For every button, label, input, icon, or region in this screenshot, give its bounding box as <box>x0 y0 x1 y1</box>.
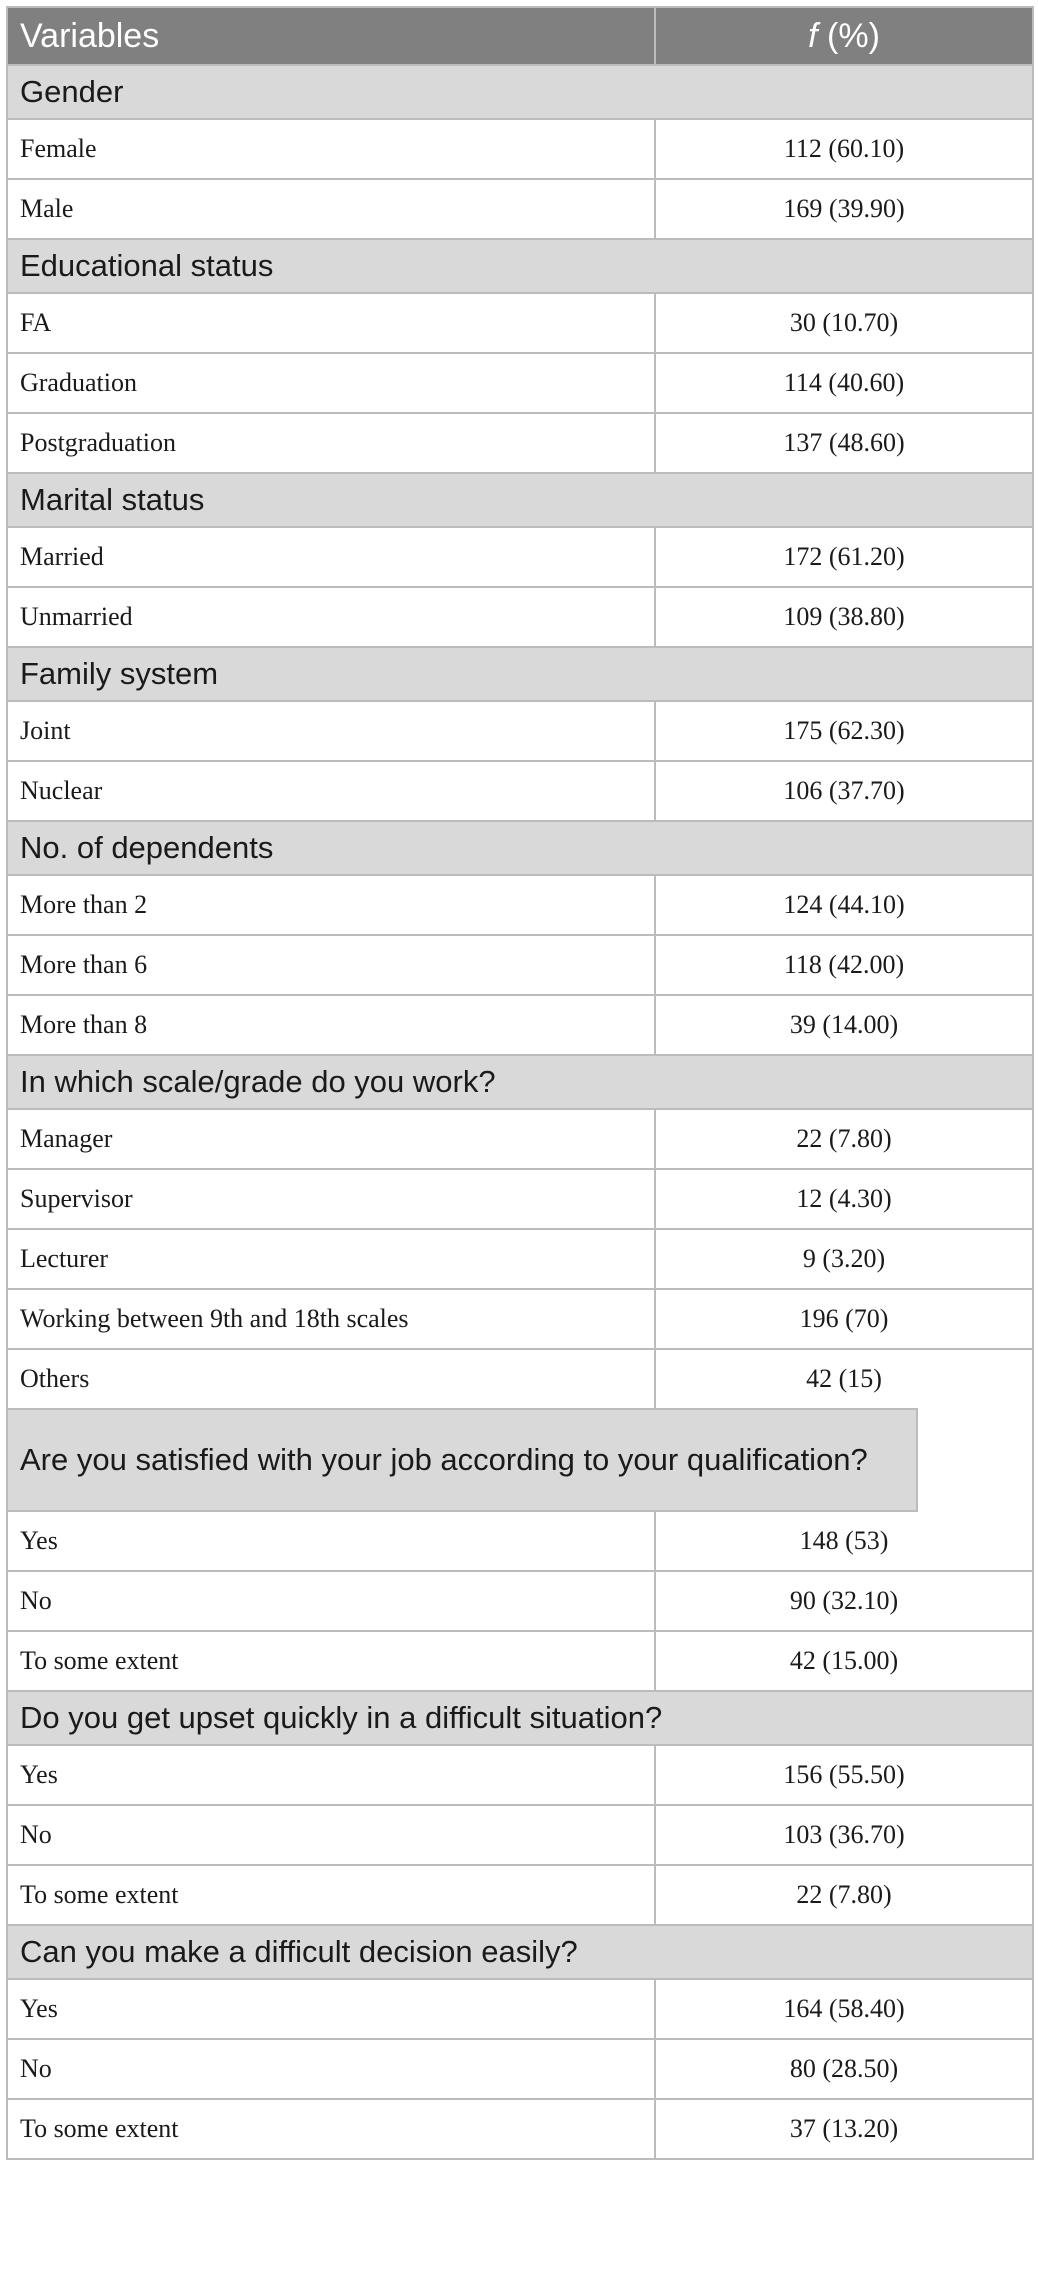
row-label: Married <box>7 527 655 587</box>
table-row <box>7 1979 1033 2039</box>
row-value: 137 (48.60) <box>655 413 1033 473</box>
section-row <box>7 1925 1033 1979</box>
section-title: In which scale/grade do you work? <box>7 1055 1033 1109</box>
row-label: Female <box>7 119 655 179</box>
table-row <box>7 1511 1033 1571</box>
table-row <box>7 1289 1033 1349</box>
row-label: Unmarried <box>7 587 655 647</box>
row-value: 22 (7.80) <box>655 1109 1033 1169</box>
row-label: Yes <box>7 1979 655 2039</box>
header-frequency <box>655 7 1033 65</box>
row-label: No <box>7 2039 655 2099</box>
row-value: 112 (60.10) <box>655 119 1033 179</box>
section-title: Family system <box>7 647 1033 701</box>
row-value: 109 (38.80) <box>655 587 1033 647</box>
table-row <box>7 2099 1033 2159</box>
section-title: No. of dependents <box>7 821 1033 875</box>
table-row <box>7 293 1033 353</box>
table-row <box>7 119 1033 179</box>
table-row <box>7 1109 1033 1169</box>
row-value: 22 (7.80) <box>655 1865 1033 1925</box>
row-label: Graduation <box>7 353 655 413</box>
row-value: 114 (40.60) <box>655 353 1033 413</box>
row-value: 118 (42.00) <box>655 935 1033 995</box>
header-row <box>7 7 1033 65</box>
section-row <box>7 239 1033 293</box>
table-row <box>7 179 1033 239</box>
row-label: Working between 9th and 18th scales <box>7 1289 655 1349</box>
row-value: 42 (15) <box>655 1349 1033 1409</box>
row-value: 156 (55.50) <box>655 1745 1033 1805</box>
row-value: 103 (36.70) <box>655 1805 1033 1865</box>
row-value: 12 (4.30) <box>655 1169 1033 1229</box>
table-row <box>7 1805 1033 1865</box>
header-f-unit: (%) <box>817 16 880 55</box>
row-label: To some extent <box>7 2099 655 2159</box>
row-value: 42 (15.00) <box>655 1631 1033 1691</box>
table-row <box>7 1169 1033 1229</box>
section-row <box>7 647 1033 701</box>
row-value: 37 (13.20) <box>655 2099 1033 2159</box>
table-row <box>7 761 1033 821</box>
row-label: More than 2 <box>7 875 655 935</box>
row-value: 175 (62.30) <box>655 701 1033 761</box>
section-row <box>7 1691 1033 1745</box>
section-row <box>7 473 1033 527</box>
row-label: Joint <box>7 701 655 761</box>
table-container <box>6 6 1032 2160</box>
section-title-cell <box>7 1409 1033 1511</box>
row-label: To some extent <box>7 1865 655 1925</box>
header-variables: Variables <box>7 7 655 65</box>
table-row <box>7 1349 1033 1409</box>
row-label: No <box>7 1571 655 1631</box>
row-label: Male <box>7 179 655 239</box>
row-label: FA <box>7 293 655 353</box>
row-value: 196 (70) <box>655 1289 1033 1349</box>
table-row <box>7 1745 1033 1805</box>
row-label: More than 8 <box>7 995 655 1055</box>
table-row <box>7 1631 1033 1691</box>
section-row <box>7 821 1033 875</box>
section-row <box>7 1409 1033 1511</box>
table-row <box>7 1865 1033 1925</box>
data-table <box>6 6 1034 2160</box>
section-row <box>7 1055 1033 1109</box>
table-row <box>7 353 1033 413</box>
section-row <box>7 65 1033 119</box>
row-label: Lecturer <box>7 1229 655 1289</box>
section-title: Educational status <box>7 239 1033 293</box>
row-label: Supervisor <box>7 1169 655 1229</box>
row-value: 164 (58.40) <box>655 1979 1033 2039</box>
section-title: Are you satisfied with your job according to your qualification? <box>20 1442 868 1477</box>
row-label: Yes <box>7 1745 655 1805</box>
row-value: 172 (61.20) <box>655 527 1033 587</box>
table-row <box>7 2039 1033 2099</box>
row-label: To some extent <box>7 1631 655 1691</box>
table-row <box>7 1571 1033 1631</box>
table-row <box>7 701 1033 761</box>
blank-cell <box>916 1408 1034 1512</box>
row-label: Manager <box>7 1109 655 1169</box>
row-value: 39 (14.00) <box>655 995 1033 1055</box>
row-label: Postgraduation <box>7 413 655 473</box>
table-row <box>7 527 1033 587</box>
row-value: 90 (32.10) <box>655 1571 1033 1631</box>
row-label: Others <box>7 1349 655 1409</box>
table-row <box>7 587 1033 647</box>
table-row <box>7 1229 1033 1289</box>
table-row <box>7 875 1033 935</box>
table-row <box>7 995 1033 1055</box>
row-value: 169 (39.90) <box>655 179 1033 239</box>
row-value: 124 (44.10) <box>655 875 1033 935</box>
row-value: 148 (53) <box>655 1511 1033 1571</box>
row-value: 106 (37.70) <box>655 761 1033 821</box>
row-label: More than 6 <box>7 935 655 995</box>
row-label: Yes <box>7 1511 655 1571</box>
row-value: 80 (28.50) <box>655 2039 1033 2099</box>
row-value: 9 (3.20) <box>655 1229 1033 1289</box>
row-label: No <box>7 1805 655 1865</box>
row-label: Nuclear <box>7 761 655 821</box>
header-f-symbol: f <box>808 16 818 55</box>
section-title: Marital status <box>7 473 1033 527</box>
table-row <box>7 935 1033 995</box>
section-title: Do you get upset quickly in a difficult situation? <box>7 1691 1033 1745</box>
row-value: 30 (10.70) <box>655 293 1033 353</box>
table-row <box>7 413 1033 473</box>
section-title: Can you make a difficult decision easily? <box>7 1925 1033 1979</box>
section-title: Gender <box>7 65 1033 119</box>
